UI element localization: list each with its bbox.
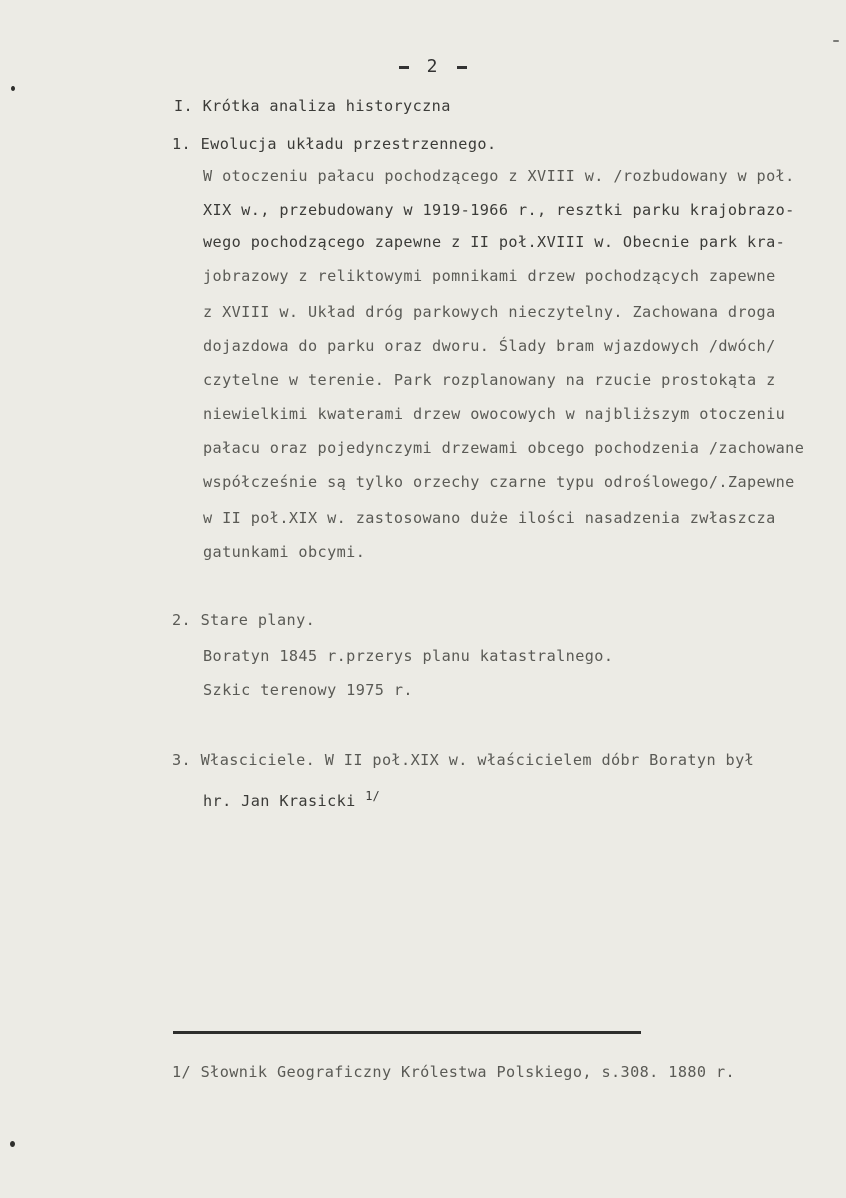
footnote-divider bbox=[173, 1031, 641, 1034]
section-heading: I. Krótka analiza historyczna bbox=[174, 97, 451, 115]
footnote-text: 1/ Słownik Geograficzny Królestwa Polskiego, s.308. 1880 r. bbox=[172, 1063, 736, 1081]
owner-name: hr. Jan Krasicki bbox=[203, 792, 356, 811]
body-line: W otoczeniu pałacu pochodzącego z XVIII w. /rozbudowany w poł. bbox=[203, 167, 795, 185]
body-line: dojazdowa do parku oraz dworu. Ślady bram wjazdowych /dwóch/ bbox=[203, 337, 776, 355]
owners-line: 3. Własciciele. W II poł.XIX w. właścicielem dóbr Boratyn był bbox=[172, 751, 755, 769]
body-line: XIX w., przebudowany w 1919-1966 r., resztki parku krajobrazo- bbox=[203, 201, 795, 219]
body-line: współcześnie są tylko orzechy czarne typu odroślowego/.Zapewne bbox=[203, 473, 795, 491]
body-line: pałacu oraz pojedynczymi drzewami obcego pochodzenia /zachowane bbox=[203, 439, 805, 457]
subsection-title-2: 2. Stare plany. bbox=[172, 611, 316, 629]
body-line: jobrazowy z reliktowymi pomnikami drzew pochodzących zapewne bbox=[203, 267, 776, 285]
plan-line: Boratyn 1845 r.przerys planu katastralnego. bbox=[203, 647, 614, 665]
body-line: gatunkami obcymi. bbox=[203, 543, 366, 561]
body-line: niewielkimi kwaterami drzew owocowych w najbliższym otoczeniu bbox=[203, 405, 786, 423]
body-line: wego pochodzącego zapewne z II poł.XVIII w. Obecnie park kra- bbox=[203, 233, 786, 251]
dash-right bbox=[457, 66, 467, 69]
owners-line bbox=[203, 786, 380, 811]
page-number-value: 2 bbox=[426, 56, 440, 77]
scan-mark bbox=[10, 1141, 15, 1147]
plan-line: Szkic terenowy 1975 r. bbox=[203, 681, 413, 699]
body-line: z XVIII w. Układ dróg parkowych nieczytelny. Zachowana droga bbox=[203, 303, 776, 321]
scan-mark bbox=[11, 86, 15, 91]
body-line: czytelne w terenie. Park rozplanowany na rzucie prostokąta z bbox=[203, 371, 776, 389]
subsection-title-1: 1. Ewolucja układu przestrzennego. bbox=[172, 135, 497, 153]
body-line: w II poł.XIX w. zastosowano duże ilości nasadzenia zwłaszcza bbox=[203, 509, 776, 527]
footnote-reference: 1/ bbox=[365, 789, 380, 803]
page-number bbox=[0, 56, 846, 77]
dash-left bbox=[399, 66, 409, 69]
scan-mark bbox=[833, 40, 839, 42]
